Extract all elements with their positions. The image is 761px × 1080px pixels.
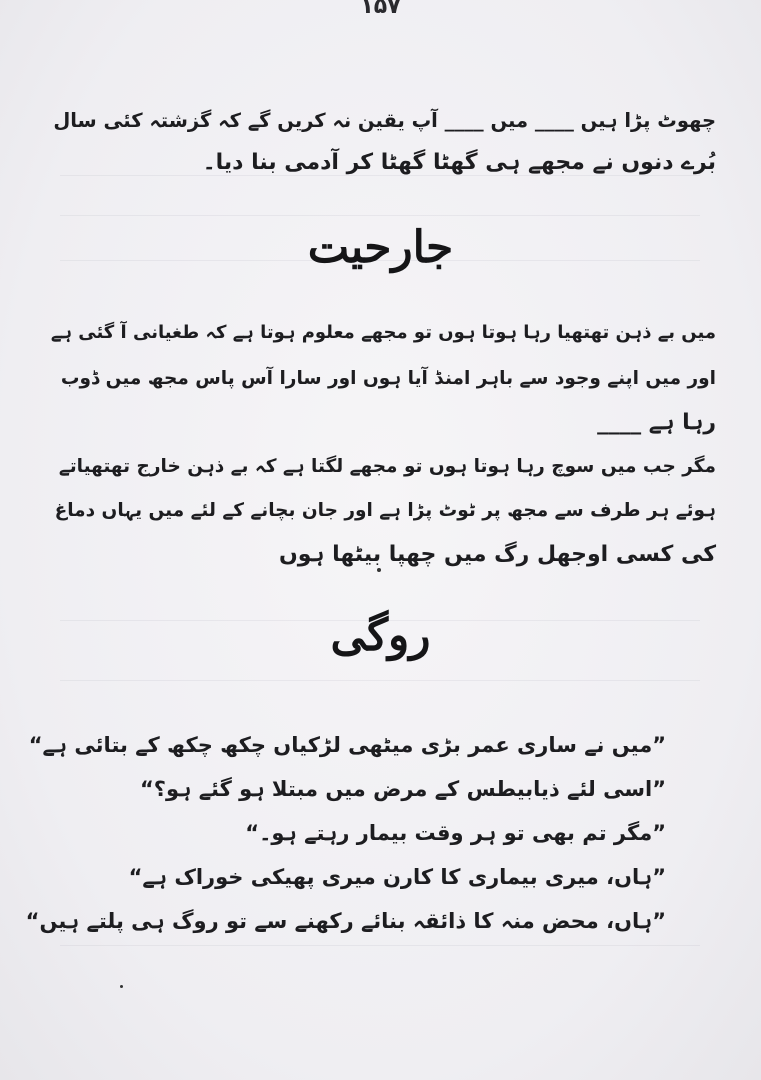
- section-title-jarhiyat: جارحیت: [307, 222, 454, 273]
- dialogue-line: ”ہاں، میری بیماری کا کارن میری پھیکی خوراک ہے“: [128, 865, 666, 889]
- paragraph-line: اور میں اپنے وجود سے باہر امنڈ آیا ہوں اور سارا آس پاس مجھ میں ڈوب: [60, 368, 716, 389]
- dialogue-line: ”اسی لئے ذیابیطس کے مرض میں مبتلا ہو گئے ہو؟“: [139, 777, 666, 801]
- intro-line-1: چھوٹ پڑا ہیں ____ میں ____ آپ یقین نہ کریں گے کہ گزشتہ کئی سال: [53, 109, 716, 132]
- paragraph-line: کی کسی اوجھل رگ میں چھپا بیٹھا ہوں: [278, 542, 716, 567]
- paragraph-line: مگر جب میں سوچ رہا ہوتا ہوں تو مجھے لگتا ہے کہ بے ذہن خارج تھتھیاتے: [58, 456, 716, 477]
- page-number: ۱۵۷: [360, 0, 401, 19]
- dialogue-line: ”مگر تم بھی تو ہر وقت بیمار رہتے ہو۔“: [245, 821, 666, 845]
- section-title-rogi: روگی: [330, 610, 431, 661]
- bleed-through-line: [60, 680, 700, 681]
- paragraph-line: رہا ہے ____: [597, 410, 716, 435]
- intro-line-2: بُرے دنوں نے مجھے ہی گھٹا گھٹا کر آدمی بنا دیا۔: [202, 150, 716, 175]
- paragraph-line: ہوئے ہر طرف سے مجھ پر ٹوٹ پڑا ہے اور جان بچانے کے لئے میں یہاں دماغ: [54, 500, 716, 521]
- paragraph-line: میں بے ذہن تھتھیا رہا ہوتا ہوں تو مجھے معلوم ہوتا ہے کہ طغیانی آ گئی ہے: [50, 322, 716, 343]
- speck: [377, 568, 381, 572]
- dialogue-line: ”ہاں، محض منہ کا ذائقہ بنائے رکھنے سے تو روگ ہی پلتے ہیں“: [25, 909, 666, 933]
- speck: [120, 985, 123, 988]
- bleed-through-line: [60, 215, 700, 216]
- dialogue-line: ”میں نے ساری عمر بڑی میٹھی لڑکیاں چکھ چکھ کے بتائی ہے“: [28, 733, 666, 757]
- bleed-through-line: [60, 945, 700, 946]
